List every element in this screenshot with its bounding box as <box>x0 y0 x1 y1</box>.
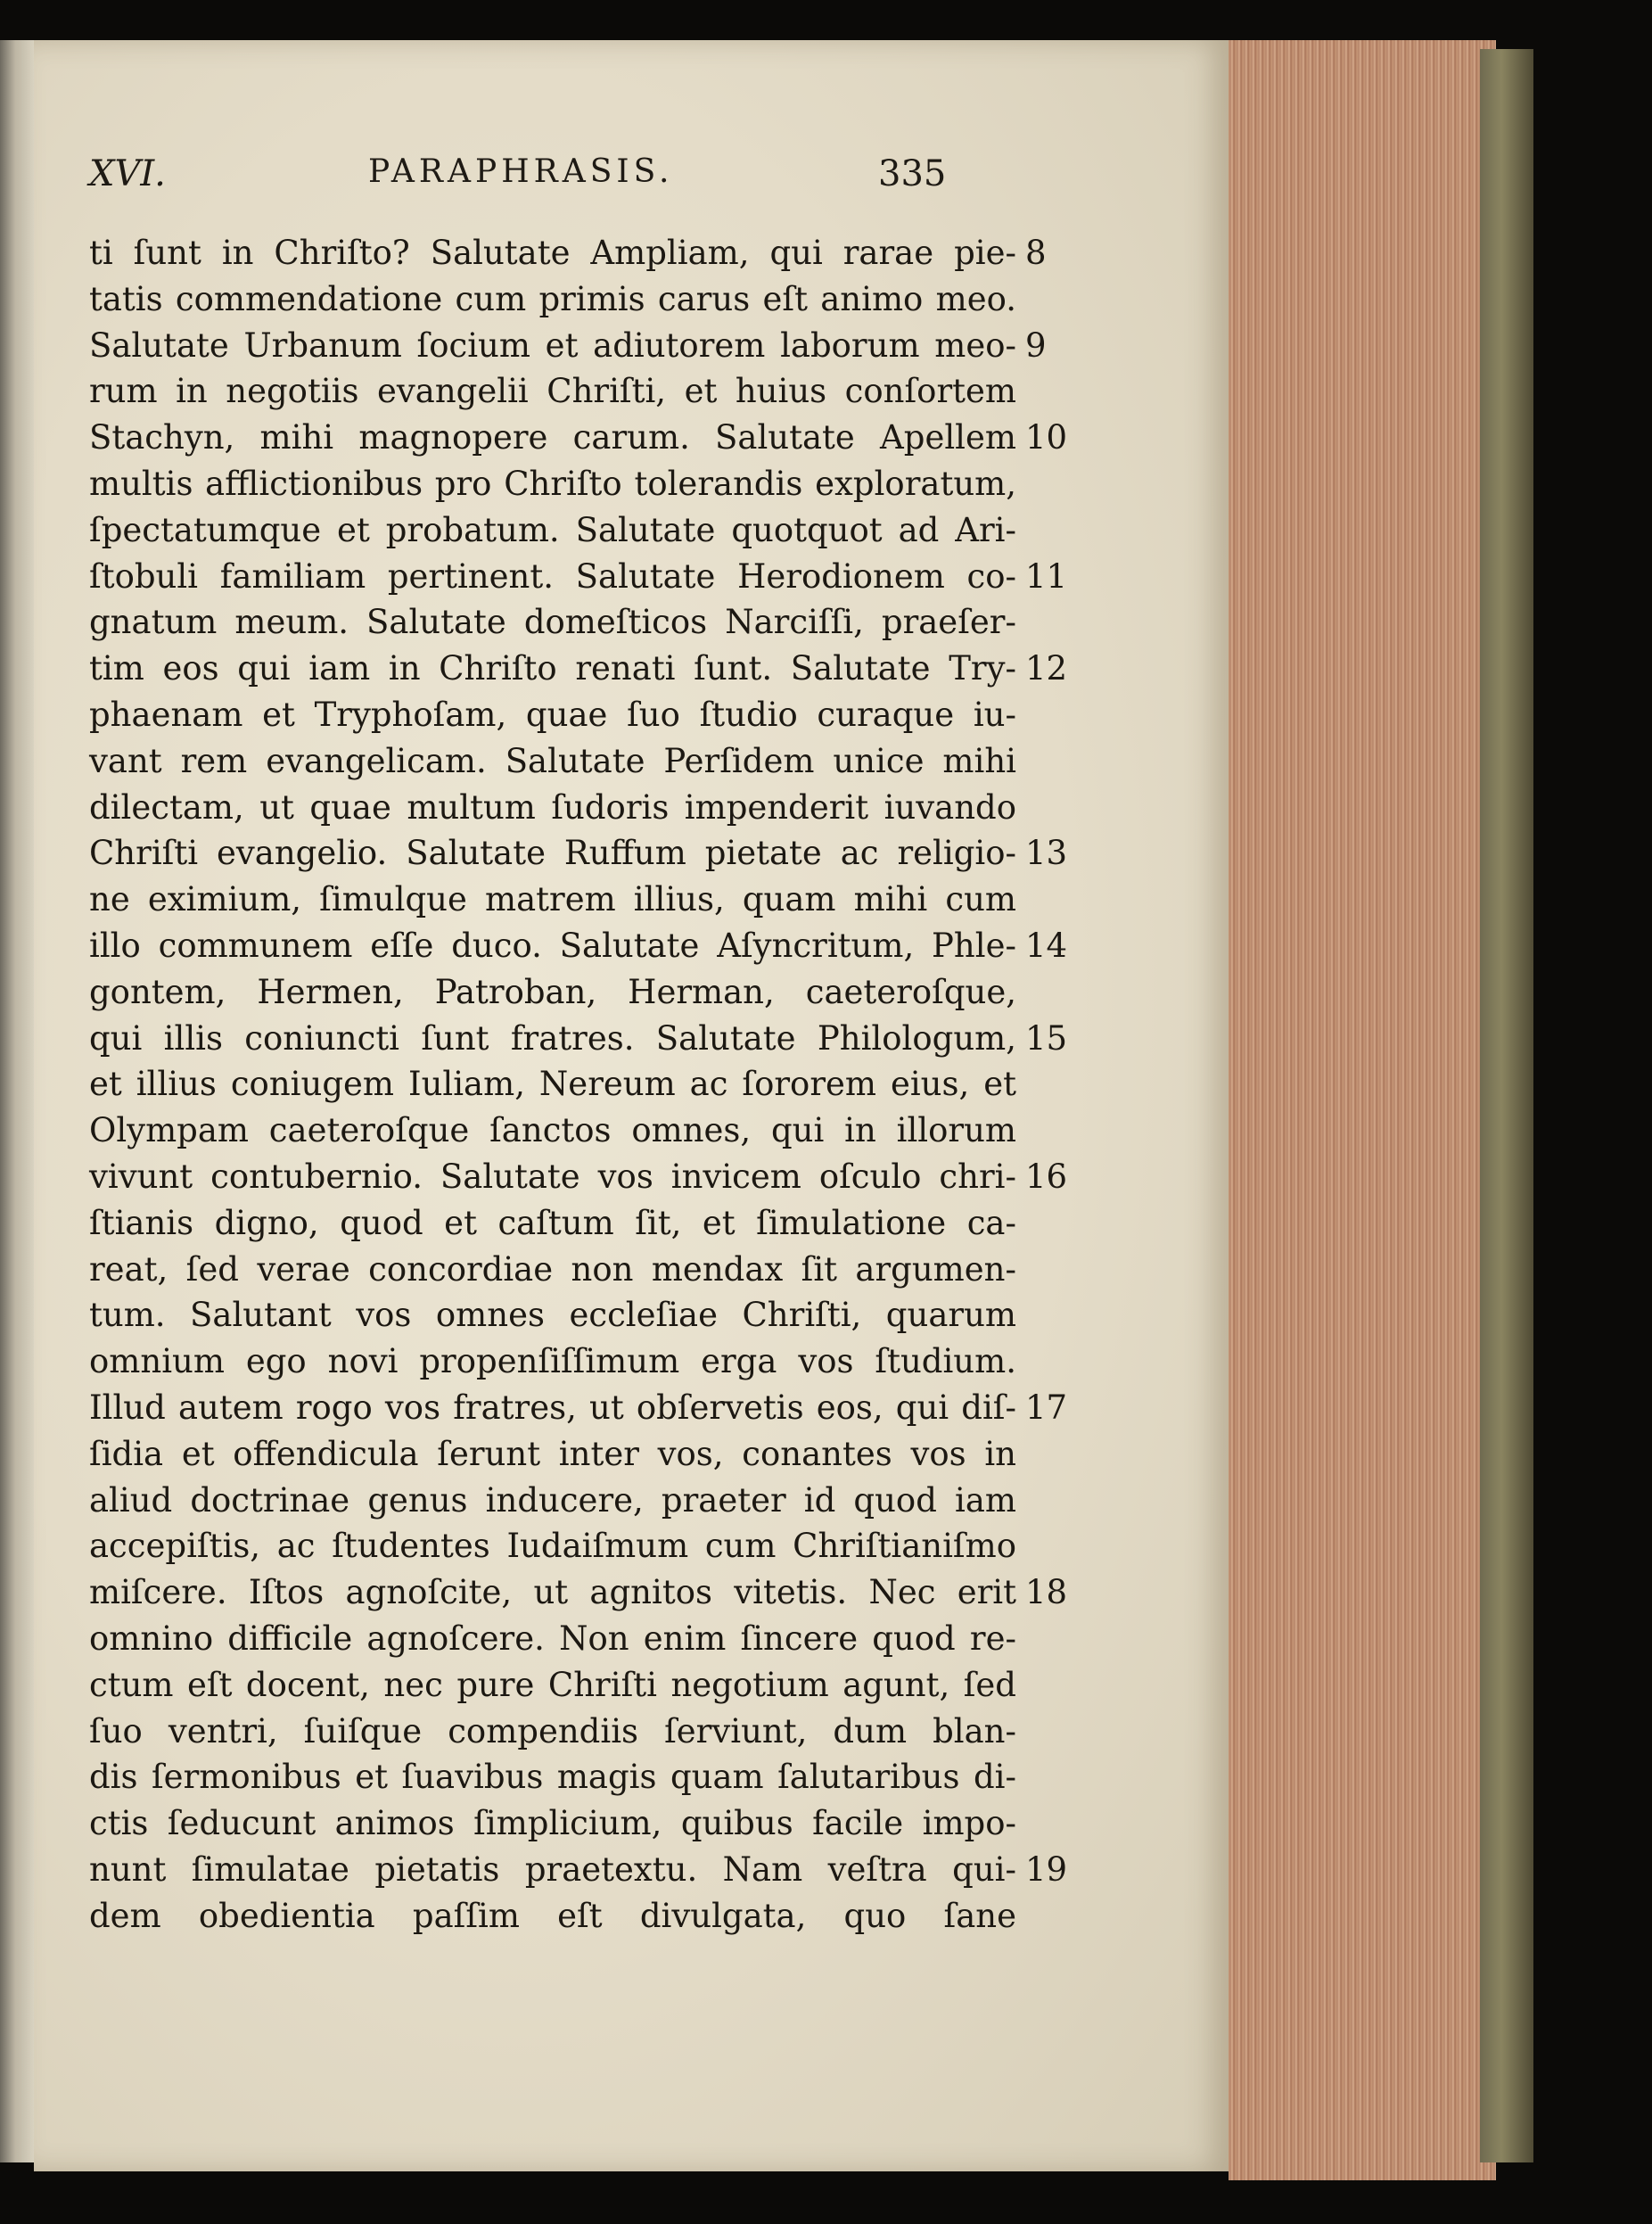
text-line: aliud doctrinae genus inducere, praeter id quod iam <box>89 1480 1016 1520</box>
text-line: Olympam caeteroſque ſanctos omnes, qui in illorum <box>89 1111 1016 1150</box>
text-line: gontem, Hermen, Patroban, Herman, caeteroſque, <box>89 972 1016 1011</box>
body-text <box>89 230 1016 1939</box>
verse-number <box>1025 877 1079 923</box>
verse-number <box>1025 692 1079 738</box>
verse-number <box>1025 738 1079 785</box>
text-line: gnatum meum. Salutate domeſticos Narciſſi, praeſer- <box>89 603 1016 642</box>
text-line: ti ſunt in Chriſto? Salutate Ampliam, qui rarae pie- <box>89 234 1016 272</box>
running-title: PARAPHRASIS. <box>368 153 674 190</box>
text-line: ſtianis digno, quod et caſtum ſit, et ſimulatione ca- <box>89 1203 1016 1242</box>
verse-number: 9 <box>1025 325 1047 365</box>
text-line: ſuo ventri, ſuiſque compendiis ſerviunt, dum blan- <box>89 1711 1016 1750</box>
text-line: ne eximium, ſimulque matrem illius, quam mihi cum <box>89 880 1016 919</box>
verse-number: 11 <box>1025 556 1068 596</box>
text-line: Stachyn, mihi magnopere carum. Salutate Apellem <box>89 418 1016 457</box>
text-line: ctis ſeducunt animos ſimplicium, quibus facile impo- <box>89 1804 1016 1843</box>
verse-number: 10 <box>1025 418 1068 457</box>
text-line: Illud autem rogo vos fratres, ut obſervetis eos, qui diſ- <box>89 1388 1016 1427</box>
text-line: omnium ego novi propenſiſſimum erga vos ſtudium. <box>89 1342 1016 1381</box>
text-line: dem obedientia paſſim eſt divulgata, quo ſane <box>89 1896 1016 1935</box>
text-line: accepiſtis, ac ſtudentes Iudaiſmum cum Chriſtianiſmo <box>89 1527 1016 1566</box>
verse-number <box>1025 969 1079 1016</box>
text-line: ſidia et offendicula ſerunt inter vos, conantes vos in <box>89 1434 1016 1473</box>
running-head <box>89 153 1052 203</box>
verse-number <box>1025 785 1079 831</box>
verse-number <box>1025 507 1079 554</box>
text-line: vivunt contubernio. Salutate vos invicem oſculo chri- <box>89 1157 1016 1196</box>
verse-number: 15 <box>1025 1018 1068 1058</box>
verse-number <box>1025 1523 1079 1569</box>
verse-number <box>1025 1247 1079 1293</box>
verse-number: 17 <box>1025 1388 1068 1427</box>
verse-number <box>1025 1339 1079 1385</box>
page-block-fore-edge <box>1229 40 1496 2180</box>
text-line: tatis commendatione cum primis carus eſt animo meo. <box>89 279 1016 318</box>
text-line: Salutate Urbanum ſocium et adiutorem laborum meo- <box>89 325 1016 365</box>
verse-number: 16 <box>1025 1157 1068 1196</box>
verse-number <box>1025 1061 1079 1108</box>
text-line: et illius coniugem Iuliam, Nereum ac ſororem eius, et <box>89 1065 1016 1104</box>
verse-number <box>1025 1478 1079 1524</box>
verse-number: 13 <box>1025 834 1068 873</box>
text-line: dilectam, ut quae multum ſudoris impenderit iuvando <box>89 787 1016 827</box>
text-line: rum in negotiis evangelii Chriſti, et huius conſortem <box>89 372 1016 411</box>
text-line: tum. Salutant vos omnes eccleſiae Chriſti, quarum <box>89 1296 1016 1335</box>
verse-number <box>1025 599 1079 646</box>
verse-number <box>1025 1709 1079 1755</box>
verse-number-column <box>1025 230 1079 1939</box>
text-line: illo communem eſſe duco. Salutate Aſyncritum, Phle- <box>89 926 1016 965</box>
text-line: qui illis coniuncti ſunt fratres. Salutate Philologum, <box>89 1018 1016 1058</box>
verse-number <box>1025 368 1079 415</box>
verse-number <box>1025 1662 1079 1709</box>
text-line: phaenam et Tryphoſam, quae ſuo ſtudio curaque iu- <box>89 695 1016 734</box>
book-cover-edge <box>1480 49 1533 2162</box>
verse-number <box>1025 1616 1079 1662</box>
chapter-folio: XVI. <box>89 153 166 194</box>
verse-number <box>1025 461 1079 507</box>
verse-number <box>1025 1893 1079 1940</box>
text-line: miſcere. Iſtos agnoſcite, ut agnitos vitetis. Nec erit <box>89 1573 1016 1612</box>
page-number: 335 <box>878 153 947 194</box>
text-line: tim eos qui iam in Chriſto renati ſunt. Salutate Try- <box>89 649 1016 688</box>
verse-number: 8 <box>1025 234 1047 272</box>
text-line: dis ſermonibus et ſuavibus magis quam ſalutaribus di- <box>89 1758 1016 1797</box>
verse-number <box>1025 1800 1079 1847</box>
text-line: reat, ſed verae concordiae non mendax ſit argumen- <box>89 1249 1016 1289</box>
verse-number <box>1025 1292 1079 1339</box>
text-line: ſtobuli familiam pertinent. Salutate Herodionem co- <box>89 556 1016 596</box>
verse-number <box>1025 1431 1079 1478</box>
verse-number: 19 <box>1025 1849 1068 1889</box>
verse-number: 18 <box>1025 1573 1068 1612</box>
text-line: ctum eſt docent, nec pure Chriſti negotium agunt, ſed <box>89 1665 1016 1704</box>
text-line: nunt ſimulatae pietatis praetextu. Nam veſtra qui- <box>89 1849 1016 1889</box>
text-line: omnino difficile agnoſcere. Non enim ſincere quod re- <box>89 1619 1016 1658</box>
text-line: vant rem evangelicam. Salutate Perſidem unice mihi <box>89 741 1016 780</box>
text-line: Chriſti evangelio. Salutate Ruffum pietate ac religio- <box>89 834 1016 873</box>
verse-number: 12 <box>1025 649 1068 688</box>
facing-page-edge <box>0 40 34 2162</box>
verse-number <box>1025 1108 1079 1154</box>
verse-number <box>1025 1200 1079 1247</box>
text-line: multis afflictionibus pro Chriſto tolerandis exploratum, <box>89 464 1016 503</box>
verse-number <box>1025 276 1079 323</box>
verse-number: 14 <box>1025 926 1068 965</box>
text-line: ſpectatumque et probatum. Salutate quotquot ad Ari- <box>89 510 1016 549</box>
verse-number <box>1025 1754 1079 1800</box>
